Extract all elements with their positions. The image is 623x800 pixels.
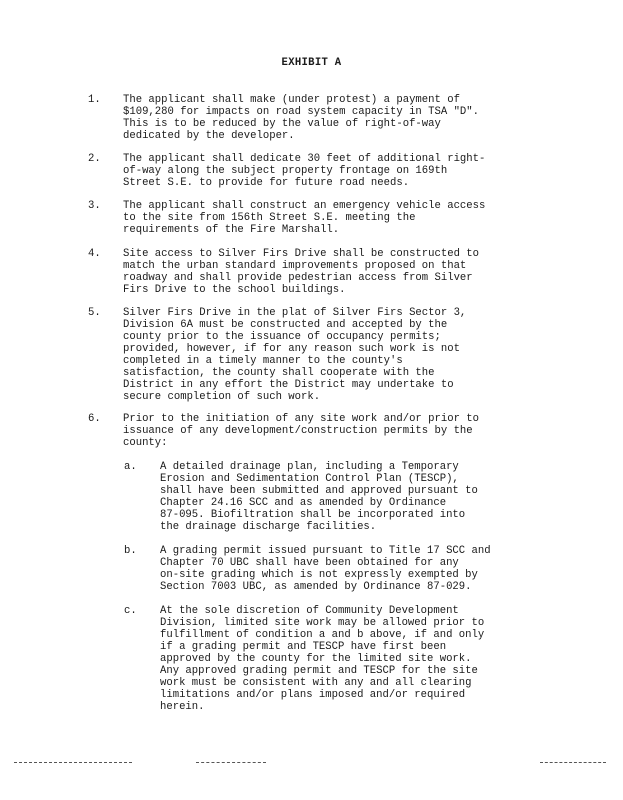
- item-number: 5.: [88, 307, 101, 319]
- subitem-text: A detailed drainage plan, including a Temporary Erosion and Sedimentation Control Plan (TESCP), shall have been submitted and approved pursuant to Chapter 24.16 SCC and as amended by Ordinance 87-095. Biofiltration shall be incorporated into the drainage discharge facilities.: [160, 461, 478, 533]
- subitem-letter: c.: [124, 605, 137, 617]
- subitem-text: A grading permit issued pursuant to Title 17 SCC and Chapter 70 UBC shall have been obtained for any on-site grading which is not expressly exempted by Section 7003 UBC, as amended by Ordinance 87-029.: [160, 545, 491, 593]
- subitem-letter: b.: [124, 545, 137, 557]
- item-text: Silver Firs Drive in the plat of Silver Firs Sector 3, Division 6A must be constructed and accepted by the county prior to the issuance of occupancy permits; provided, however, if for any reason such work is not completed in a timely manner to the county's satisfaction, the county shall cooperate with the District in any effort the District may undertake to secure completion of such work.: [123, 307, 467, 403]
- scan-footer-line-left: [14, 762, 132, 763]
- item-text: Prior to the initiation of any site work and/or prior to issuance of any development/construction permits by the county:: [123, 413, 480, 449]
- item-number: 3.: [88, 200, 101, 212]
- scan-footer-line-right: [540, 762, 606, 763]
- item-number: 2.: [88, 153, 101, 165]
- exhibit-title: EXHIBIT A: [281, 57, 342, 69]
- item-text: The applicant shall dedicate 30 feet of additional right- of-way along the subject property frontage on 169th Street S.E. to provide for future road needs.: [123, 153, 486, 189]
- subitem-letter: a.: [124, 461, 137, 473]
- scan-footer-line-middle: [196, 762, 266, 763]
- item-text: The applicant shall construct an emergency vehicle access to the site from 156th Street S.E. meeting the requirements of the Fire Marshall.: [123, 200, 486, 236]
- item-number: 4.: [88, 248, 101, 260]
- item-number: 1.: [88, 94, 101, 106]
- item-text: The applicant shall make (under protest) a payment of $109,280 for impacts on road system capacity in TSA "D". This is to be reduced by the value of right-of-way dedicated by the developer.: [123, 94, 480, 142]
- item-number: 6.: [88, 413, 101, 425]
- item-text: Site access to Silver Firs Drive shall be constructed to match the urban standard improvements proposed on that roadway and shall provide pedestrian access from Silver Firs Drive to the school buildings.: [123, 248, 480, 296]
- subitem-text: At the sole discretion of Community Development Division, limited site work may be allowed prior to fulfillment of condition a and b above, if and only if a grading permit and TESCP have first been approved by the county for the limited site work. Any approved grading permit and TESCP for the site work must be consistent with any and all clearing limitations and/or plans imposed and/or required herein.: [160, 605, 485, 713]
